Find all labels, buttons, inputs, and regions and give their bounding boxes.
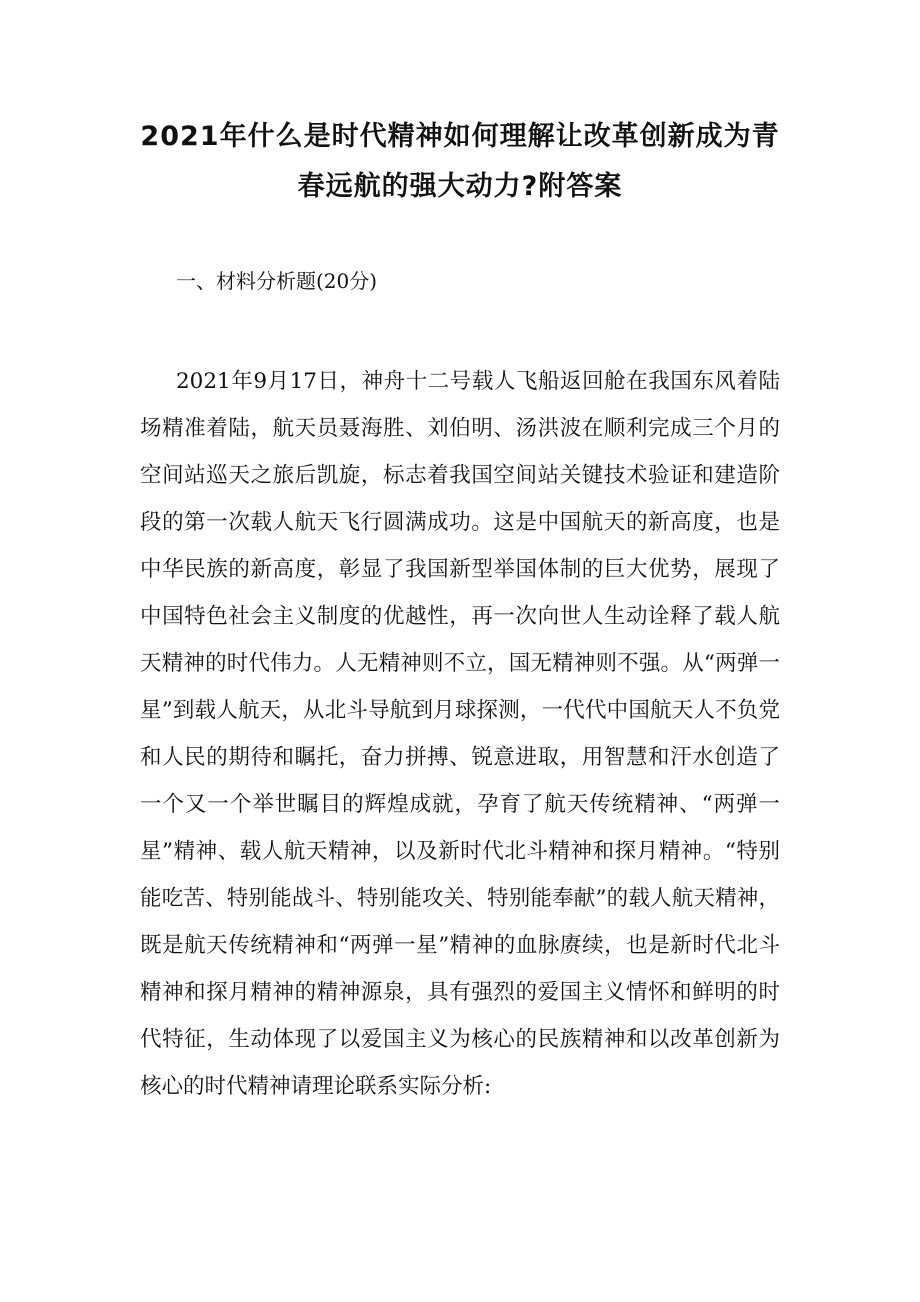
document-title: 2021年什么是时代精神如何理解让改革创新成为青春远航的强大动力?附答案: [140, 121, 780, 202]
section-heading: 一、材料分析题(20分): [176, 269, 378, 293]
material-paragraph: 2021年9月17日，神舟十二号载人飞船返回舱在我国东风着陆场精准着陆，航天员聂海胜、刘伯明、汤洪波在顺利完成三个月的空间站巡天之旅后凯旋，标志着我国空间站关键技术验证和建造阶段的第一次载人航天飞行圆满成功。这是中国航天的新高度，也是中华民族的新高度，彰显了我国新型举国体制的巨大优势，展现了中国特色社会主义制度的优越性，再一次向世人生动诠释了载人航天精神的时代伟力。人无精神则不立，国无精神则不强。从“两弹一星”到载人航天，从北斗导航到月球探测，一代代中国航天人不负党和人民的期待和瞩托，奋力拼搏、锐意进取，用智慧和汗水创造了一个又一个举世瞩目的辉煌成就，孕育了航天传统精神、“两弹一星”精神、载人航天精神，以及新时代北斗精神和探月精神。“特别能吃苦、特别能战斗、特别能攻关、特别能奉献”的载人航天精神，既是航天传统精神和“两弹一星”精神的血脉赓续，也是新时代北斗精神和探月精神的精神源泉，具有强烈的爱国主义情怀和鲜明的时代特征，生动体现了以爱国主义为核心的民族精神和以改革创新为核心的时代精神请理论联系实际分析:: [140, 369, 780, 1099]
